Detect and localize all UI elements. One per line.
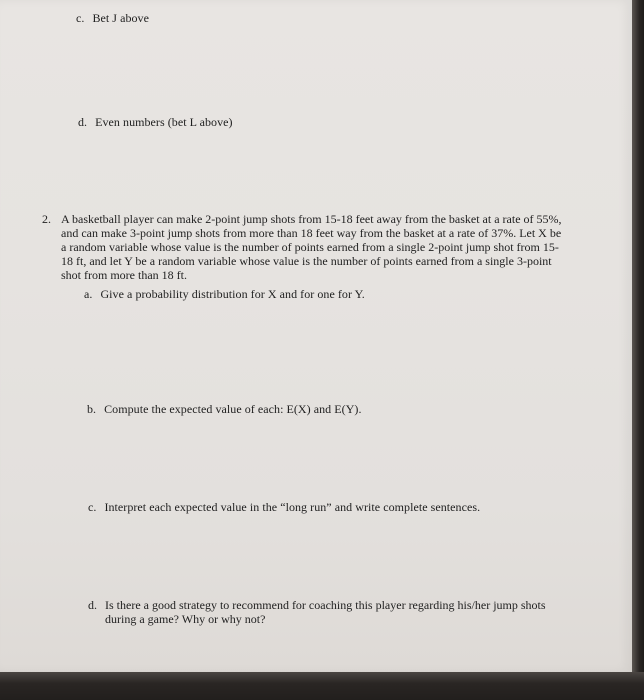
desk-background-right <box>632 0 644 700</box>
part-d-label: d. <box>88 598 97 612</box>
part-d-line-1 <box>88 598 546 612</box>
part-c-text: Interpret each expected value in the “long run” and write complete sentences. <box>104 500 481 514</box>
part-d-line-2: during a game? Why or why not? <box>105 612 266 626</box>
part-b-text: Compute the expected value of each: E(X) and E(Y). <box>104 402 362 416</box>
question-2-part-d <box>88 598 546 626</box>
question-2-part-c <box>88 500 480 514</box>
item-d-label: d. <box>78 115 88 129</box>
item-d <box>78 115 233 129</box>
part-c-label: c. <box>88 500 97 514</box>
item-c-label: c. <box>76 11 85 25</box>
question-2-line: shot from more than 18 ft. <box>61 268 187 282</box>
part-b-label: b. <box>87 402 97 416</box>
question-2-line: A basketball player can make 2-point jump shots from 15-18 feet away from the basket at a rate of 55%, <box>61 212 562 226</box>
desk-background-bottom <box>0 672 644 700</box>
question-2-number: 2. <box>42 212 51 226</box>
item-c <box>76 11 149 25</box>
part-a-label: a. <box>84 287 93 301</box>
question-2-part-a <box>84 287 365 301</box>
question-2-stem <box>61 212 589 282</box>
question-2-line: and can make 3-point jump shots from more than 18 feet way from the basket at a rate of 37%. Let X be <box>61 226 562 240</box>
item-c-text: Bet J above <box>92 11 149 25</box>
item-d-text: Even numbers (bet L above) <box>95 115 233 129</box>
question-2-part-b <box>87 402 362 416</box>
question-2-line: 18 ft, and let Y be a random variable whose value is the number of points earned from a single 3-point <box>61 254 552 268</box>
question-2-line: a random variable whose value is the number of points earned from a single 2-point jump shot from 15- <box>61 240 559 254</box>
part-a-text: Give a probability distribution for X and for one for Y. <box>100 287 365 301</box>
part-d-text: Is there a good strategy to recommend for coaching this player regarding his/her jump shots <box>105 598 546 612</box>
